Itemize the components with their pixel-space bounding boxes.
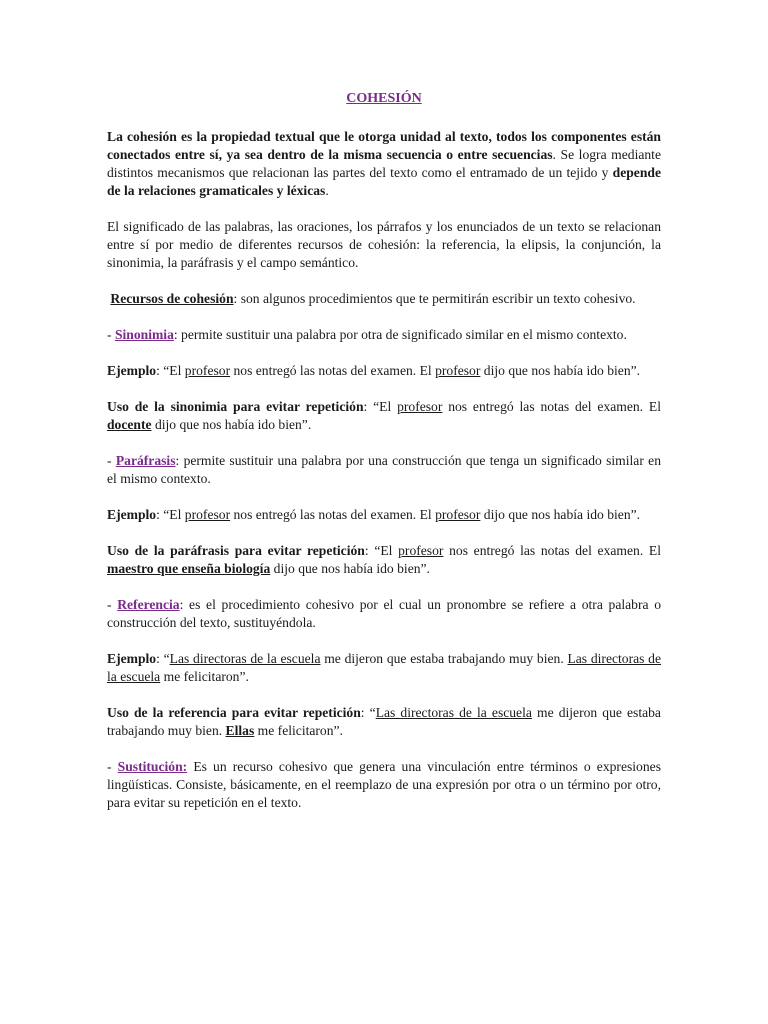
intro-bold-1: La cohesión es la propiedad textual que le otorga unidad al texto, todos los componentes están conectados entre sí, ya sea dentro de la misma secuencia o entre secuencias [107, 129, 661, 162]
usage-underlined-bold: docente [107, 417, 152, 432]
sinonimia-term: Sinonimia [114, 327, 174, 342]
example-text: : “El [156, 507, 185, 522]
sinonimia-definition [107, 326, 661, 344]
resources-term: Recursos de cohesión [110, 291, 234, 306]
example-underlined: profesor [184, 507, 231, 522]
example-label: Ejemplo [107, 651, 157, 666]
usage-text: me dijeron que estaba trabajando muy bien. [107, 705, 661, 738]
example-text: dijo que nos había ido bien”. [480, 363, 641, 378]
parafrasis-usage [107, 542, 661, 578]
usage-label: Uso de la referencia para evitar repetición [107, 705, 361, 720]
sinonimia-text: : permite sustituir una palabra por otra de significado similar en el mismo contexto. [173, 327, 627, 342]
usage-label: Uso de la paráfrasis para evitar repetición [107, 543, 365, 558]
sinonimia-usage [107, 398, 661, 434]
page-title: COHESIÓN [346, 91, 422, 106]
sustitucion-term: Sustitución: [117, 759, 188, 774]
example-text: me dijeron que estaba trabajando muy bien. [320, 651, 568, 666]
example-text: dijo que nos había ido bien”. [480, 507, 641, 522]
sustitucion-definition [107, 758, 661, 812]
dash: - [107, 759, 118, 774]
referencia-example [107, 650, 661, 686]
referencia-definition [107, 596, 661, 632]
dash: - [107, 327, 115, 342]
example-text: nos entregó las notas del examen. El [230, 507, 436, 522]
example-label: Ejemplo [107, 507, 157, 522]
usage-text: me felicitaron”. [254, 723, 343, 738]
usage-underlined: profesor [397, 399, 443, 414]
parafrasis-example [107, 506, 661, 524]
usage-text: : “ [360, 705, 376, 720]
usage-text: nos entregó las notas del examen. El [443, 543, 661, 558]
dash: - [107, 453, 116, 468]
usage-label: Uso de la sinonimia para evitar repetición [107, 399, 364, 414]
resources-text: : son algunos procedimientos que te permitirán escribir un texto cohesivo. [233, 291, 636, 306]
sustitucion-text: Es un recurso cohesivo que genera una vinculación entre términos o expresiones lingüísticas. Consiste, básicamente, en el reemplazo de una expresión por otra o un término por otro, para evitar su repetición en el texto. [107, 759, 661, 810]
intro-text-1: . Se logra mediante distintos mecanismos que relacionan las partes del texto como el entramado de un tejido y [107, 147, 661, 180]
example-text: : “ [156, 651, 170, 666]
document-page [107, 90, 661, 830]
intro-text-2: . [325, 183, 329, 198]
usage-text: dijo que nos había ido bien”. [151, 417, 312, 432]
usage-text: : “El [363, 399, 398, 414]
example-underlined: profesor [184, 363, 231, 378]
usage-underlined-bold: maestro que enseña biología [107, 561, 271, 576]
sinonimia-example [107, 362, 661, 380]
usage-text: dijo que nos había ido bien”. [270, 561, 430, 576]
intro-bold-2: depende de la relaciones gramaticales y léxicas [107, 165, 661, 198]
example-underlined: Las directoras de la escuela [107, 651, 662, 684]
usage-underlined-bold: Ellas [225, 723, 255, 738]
intro-paragraph [107, 128, 661, 200]
usage-text: : “El [364, 543, 399, 558]
example-text: : “El [156, 363, 185, 378]
usage-text: nos entregó las notas del examen. El [442, 399, 661, 414]
example-underlined: profesor [435, 363, 481, 378]
resources-paragraph [107, 290, 661, 308]
example-underlined: profesor [435, 507, 481, 522]
parafrasis-text: : permite sustituir una palabra por una construcción que tenga un significado similar en el mismo contexto. [107, 453, 661, 486]
example-text: me felicitaron”. [160, 669, 249, 684]
usage-underlined: Las directoras de la escuela [375, 705, 532, 720]
example-underlined: Las directoras de la escuela [169, 651, 321, 666]
parafrasis-definition [107, 452, 661, 488]
referencia-usage [107, 704, 661, 740]
referencia-text: : es el procedimiento cohesivo por el cual un pronombre se refiere a otra palabra o construcción del texto, sustituyéndola. [107, 597, 661, 630]
parafrasis-term: Paráfrasis [115, 453, 176, 468]
example-text: nos entregó las notas del examen. El [230, 363, 436, 378]
referencia-term: Referencia [117, 597, 180, 612]
meaning-paragraph: El significado de las palabras, las oraciones, los párrafos y los enunciados de un texto se relacionan entre sí por medio de diferentes recursos de cohesión: la referencia, la elipsis, la conjunción, la sinonimia, la paráfrasis y el campo semántico. [107, 219, 661, 270]
usage-underlined: profesor [398, 543, 444, 558]
example-label: Ejemplo [107, 363, 157, 378]
dash: - [107, 597, 118, 612]
